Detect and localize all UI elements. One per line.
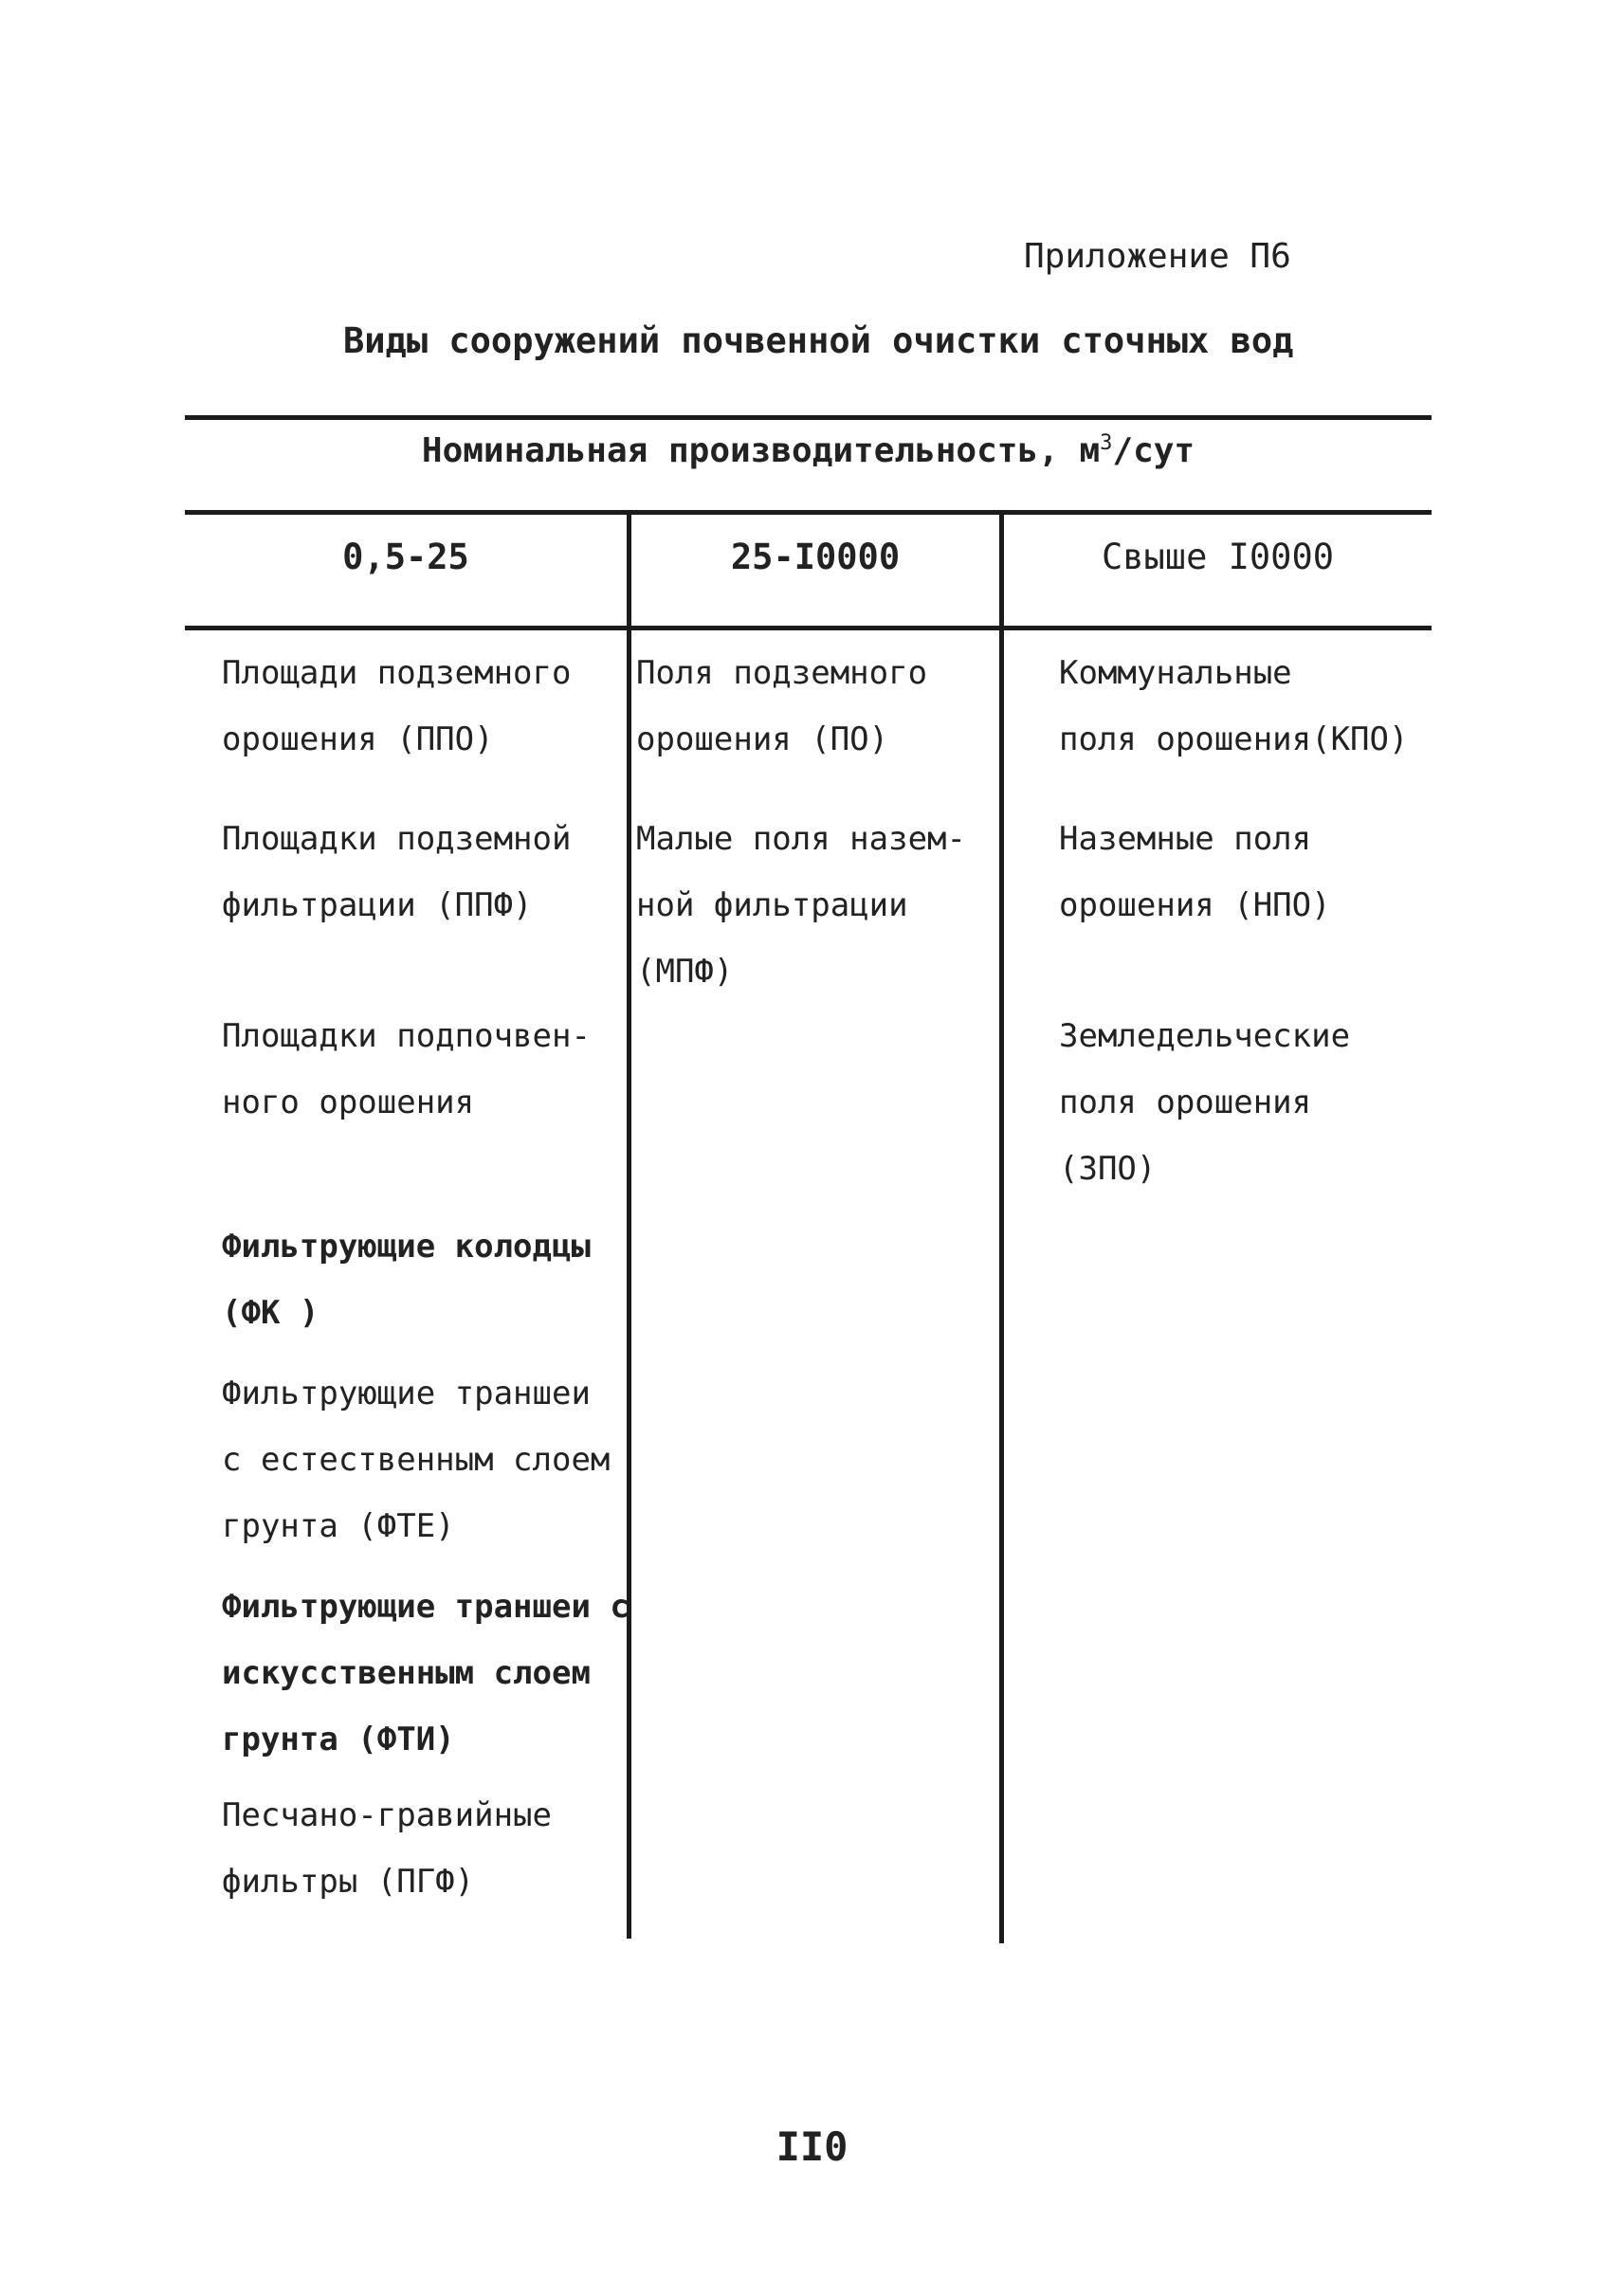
table-cell: Коммунальные поля орошения(КПО) [1059, 654, 1409, 758]
column-divider-2 [999, 512, 1004, 1943]
column-header-1: 0,5-25 [342, 537, 469, 577]
table-cell: Поля подземного орошения (ПО) [636, 654, 928, 758]
table-cell: Наземные поля орошения (НПО) [1059, 820, 1331, 924]
header-superscript: 3 [1100, 431, 1113, 455]
page-title: Виды сооружений почвенной очистки сточных вод [343, 320, 1294, 361]
table-cell: Фильтрующие траншеи с искусственным слоем грунта (ФТИ) [222, 1588, 630, 1758]
column-header-2: 25-I0000 [730, 537, 901, 577]
table-cell: Песчано-гравийные фильтры (ПГФ) [222, 1796, 552, 1901]
table-header-rule [185, 510, 1432, 515]
column-header-rule [185, 626, 1432, 630]
header-main-text: Номинальная производительность, м [421, 431, 1101, 470]
table-header [185, 431, 1432, 470]
table-cell: Фильтрующие колодцы (ФК ) [222, 1228, 591, 1332]
table-cell: Площади подземного орошения (ППО) [222, 654, 572, 758]
table-cell: Земледельческие поля орошения (ЗПО) [1059, 1017, 1351, 1188]
table-cell: Фильтрующие траншеи с естественным слоем грунта (ФТЕ) [222, 1375, 611, 1545]
table-cell: Площадки подземной фильтрации (ППФ) [222, 820, 572, 924]
table-top-rule [185, 415, 1432, 420]
table-cell: Площадки подпочвен- ного орошения [222, 1017, 591, 1121]
appendix-label: Приложение П6 [1024, 237, 1291, 276]
column-header-3: Свыше I0000 [1101, 537, 1335, 577]
table-cell: Малые поля назем- ной фильтрации (МПФ) [636, 820, 966, 991]
header-unit: /сут [1112, 431, 1195, 470]
page-number: II0 [776, 2123, 848, 2170]
